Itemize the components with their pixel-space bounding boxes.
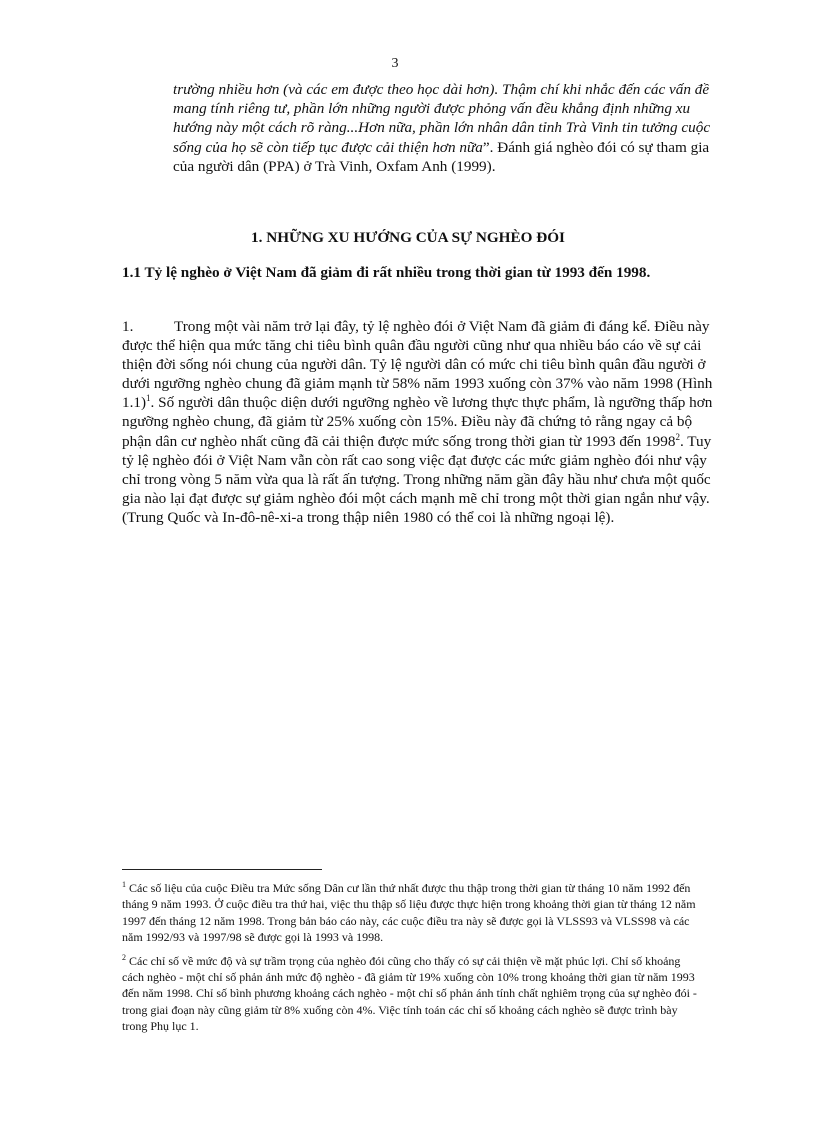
quote-block <box>173 80 713 176</box>
footnotes <box>122 880 702 1042</box>
footnote-text-1: Các số liệu của cuộc Điều tra Mức sống Dân cư lần thứ nhất được thu thập trong thời gian từ tháng 10 năm 1992 đến tháng 9 năm 1993. Ở cuộc điều tra thứ hai, việc thu thập số liệu được thực hiện trong khoảng thời gian từ tháng 12 năm 1997 đến tháng 12 năm 1998. Trong bản báo cáo này, các cuộc điều tra này sẽ được gọi là VLSS93 và VLSS98 và các năm 1992/93 và 1997/98 sẽ được gọi là 1993 và 1998. <box>122 881 696 945</box>
paragraph-number: 1. <box>122 318 134 335</box>
subsection-heading: 1.1 Tỷ lệ nghèo ở Việt Nam đã giảm đi rất nhiều trong thời gian từ 1993 đến 1998. <box>122 264 651 281</box>
footnote-marker-1: 1 <box>122 880 126 889</box>
body-paragraph <box>122 317 722 527</box>
footnote-divider <box>122 869 322 870</box>
footnote-marker-2: 2 <box>122 952 126 962</box>
footnote-ref-1[interactable]: 1 <box>146 393 151 404</box>
footnote-ref-2[interactable]: 2 <box>675 431 680 442</box>
footnote-1 <box>122 880 702 946</box>
footnote-2 <box>122 953 702 1035</box>
section-heading: 1. NHỮNG XU HƯỚNG CỦA SỰ NGHÈO ĐÓI <box>251 229 565 246</box>
paragraph-text-part-2: . Số người dân thuộc diện dưới ngưỡng nghèo về lương thực thực phẩm, là ngưỡng thấp hơn ngưỡng nghèo chung, đã giảm từ 25% xuống còn 15%. Điều này đã chứng tỏ rằng ngay cả bộ phận dân cư nghèo nhất cũng đã cải thiện được mức sống trong thời gian từ 1993 đến 1998 <box>122 394 713 450</box>
paragraph-text-part-3: . Tuy tỷ lệ nghèo đói ở Việt Nam vẫn còn rất cao song việc đạt được các mức giảm nghèo đói như vậy chỉ trong vòng 5 năm vừa qua là rất ấn tượng. Trong những năm gần đây hầu như chưa một quốc gia nào lại đạt được sự giảm nghèo đói một cách mạnh mẽ chỉ trong một thời gian ngắn như vậy. (Trung Quốc và In-đô-nê-xi-a trong thập niên 1980 có thể coi là những ngoại lệ). <box>122 432 712 526</box>
paragraph-text-part-1: Trong một vài năm trở lại đây, tỷ lệ nghèo đói ở Việt Nam đã giảm đi đáng kể. Điều này được thể hiện qua mức tăng chi tiêu bình quân đầu người cũng như qua nhiều báo cáo về sự cải thiện đời sống nói chung của người dân. Tỷ lệ người dân có mức chi tiêu bình quân đầu người ở dưới ngưỡng nghèo chung đã giảm mạnh từ 58% năm 1993 xuống còn 37% vào năm 1998 (Hình 1.1) <box>122 318 713 412</box>
page-number: 3 <box>391 56 399 71</box>
footnote-text-2: Các chỉ số về mức độ và sự trầm trọng của nghèo đói cũng cho thấy có sự cải thiện về mặt phúc lợi. Chỉ số khoảng cách nghèo - một chỉ số phản ánh mức độ nghèo - đã giảm từ 19% xuống còn 10% trong khoảng thời gian từ năm 1993 đến năm 1998. Chỉ số bình phương khoảng cách nghèo - một chỉ số phản ánh tính chất nghiêm trọng của sự nghèo đói - trong giai đoạn này cũng giảm từ 8% xuống còn 4%. Việc tính toán các chỉ số khoảng cách nghèo sẽ được trình bày trong Phụ lục 1. <box>122 953 697 1034</box>
quote-text: trường nhiều hơn (và các em được theo học dài hơn). Thậm chí khi nhắc đến các vấn đề mang tính riêng tư, phần lớn những người được phỏng vấn đều khẳng định những xu hướng này một cách rõ ràng...Hơn nữa, phần lớn nhân dân tỉnh Trà Vinh tin tưởng cuộc sống của họ sẽ còn tiếp tục được cải thiện hơn nữa <box>173 81 711 156</box>
quote-citation: ”. Đánh giá nghèo đói có sự tham gia của người dân (PPA) ở Trà Vinh, Oxfam Anh (1999). <box>173 138 710 175</box>
